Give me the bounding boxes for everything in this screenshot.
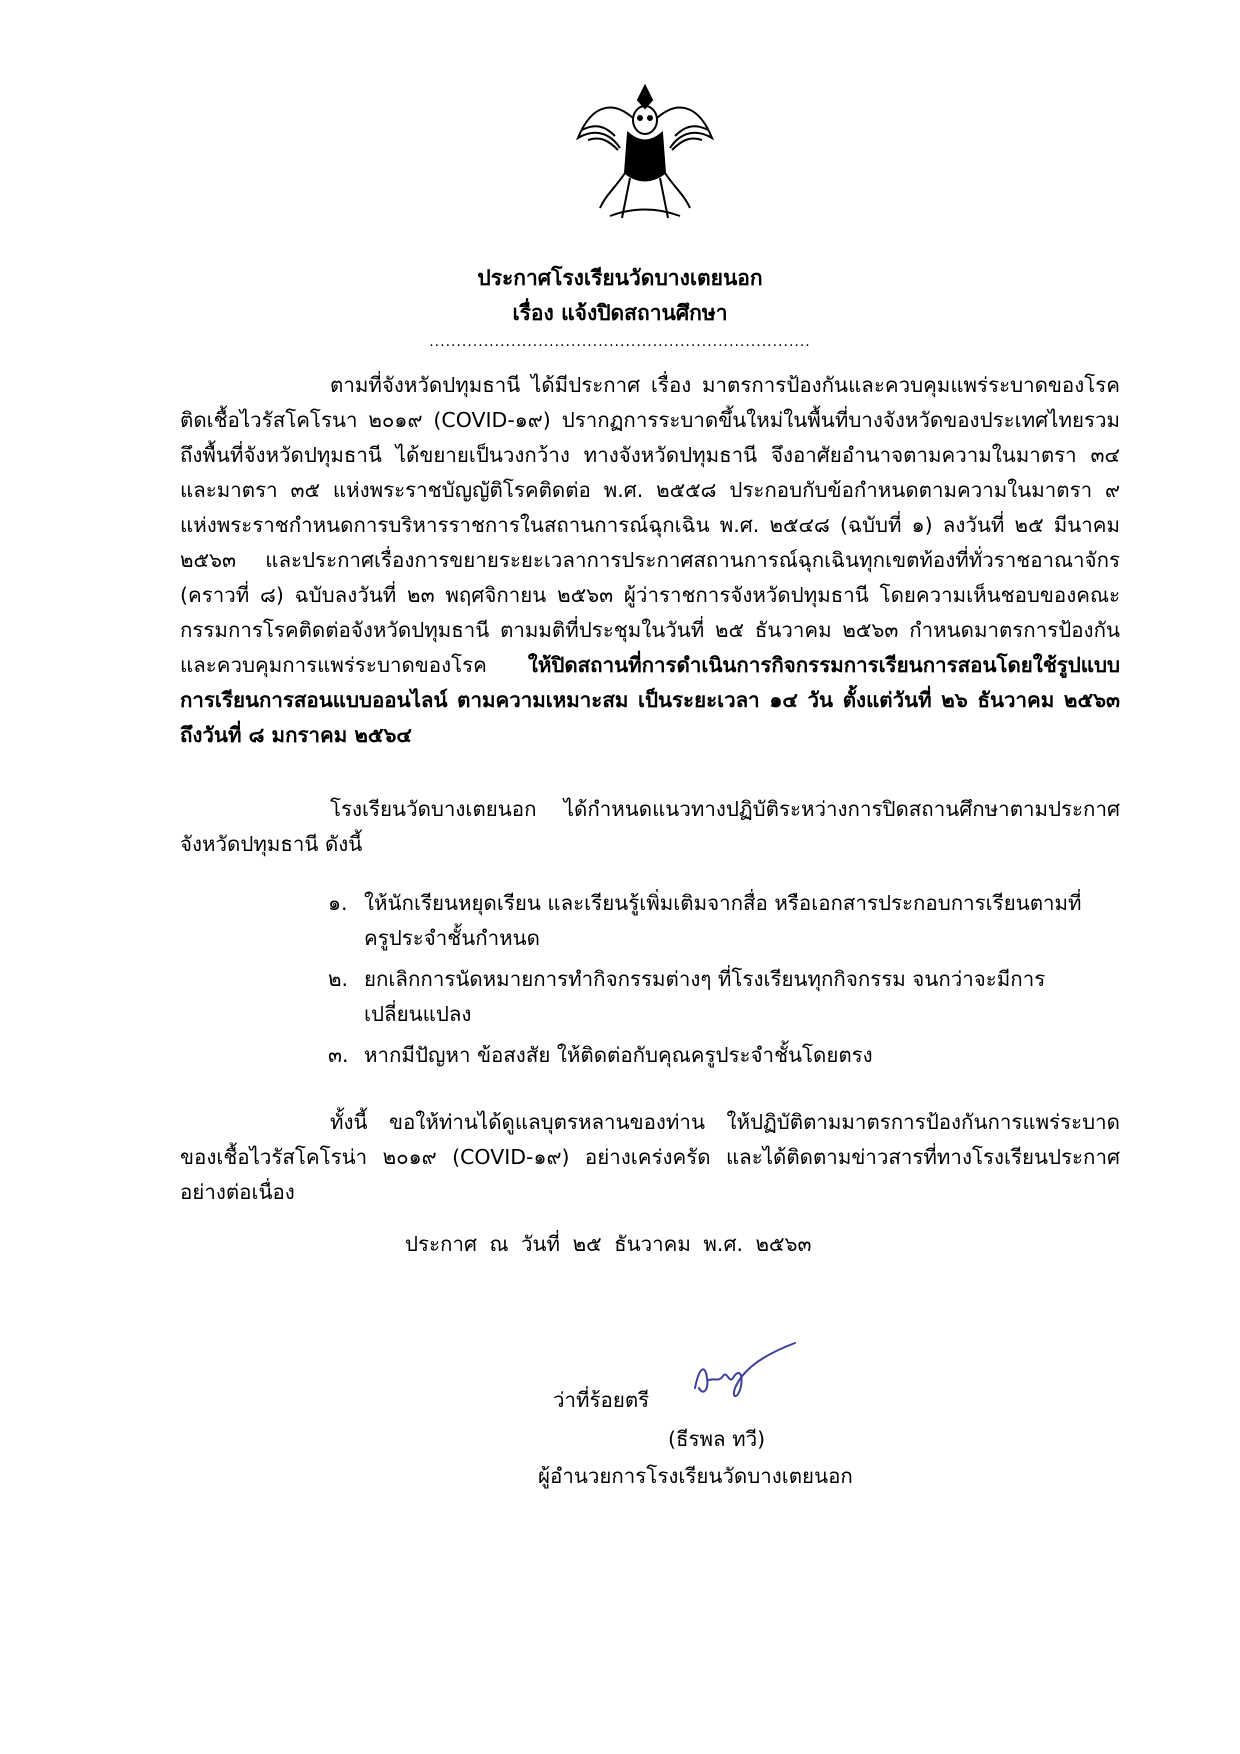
list-item-number: ๑.	[328, 891, 348, 915]
list-item-text: หากมีปัญหา ข้อสงสัย ให้ติดต่อกับคุณครูประจำชั้นโดยตรง	[364, 1043, 873, 1067]
list-item-text: ยกเลิกการนัดหมายการทำกิจกรรมต่างๆ ที่โรงเรียนทุกกิจกรรม จนกว่าจะมีการเปลี่ยนแปลง	[364, 967, 1046, 1026]
separator-line: ......................................................................	[429, 334, 811, 350]
list-item-text: ให้นักเรียนหยุดเรียน และเรียนรู้เพิ่มเติมจากสื่อ หรือเอกสารประกอบการเรียนตามที่ครูประจำชั้นกำหนด	[364, 891, 1082, 950]
announcement-subject: เรื่อง แจ้งปิดสถานศึกษา	[512, 301, 728, 325]
paragraph-2: โรงเรียนวัดบางเตยนอก ได้กำหนดแนวทางปฏิบัติระหว่างการปิดสถานศึกษาตามประกาศจังหวัดปทุมธานี ดังนี้	[180, 797, 1120, 856]
handwritten-signature-icon	[685, 1338, 805, 1408]
announcement-title: ประกาศโรงเรียนวัดบางเตยนอก	[477, 266, 763, 290]
paragraph-1-bold-text: ให้ปิดสถานที่การดำเนินการกิจกรรมการเรียนการสอนโดยใช้รูปแบบการเรียนการสอนแบบออนไลน์ ตามความเหมาะสม เป็นระยะเวลา ๑๔ วัน ตั้งแต่วันที่ ๒๖ ธันวาคม ๒๕๖๓ ถึงวันที่ ๘ มกราคม ๒๕๖๔	[180, 653, 1120, 747]
guideline-list	[328, 886, 1088, 1079]
announcement-date: ประกาศ ณ วันที่ ๒๕ ธันวาคม พ.ศ. ๒๕๖๓	[405, 1232, 812, 1256]
list-item-number: ๓.	[328, 1043, 349, 1067]
list-item	[328, 886, 1088, 956]
signatory-rank: ว่าที่ร้อยตรี	[553, 1388, 650, 1412]
signatory-name: (ธีรพล ทวี)	[668, 1427, 766, 1451]
paragraph-3: ทั้งนี้ ขอให้ท่านได้ดูแลบุตรหลานของท่าน ให้ปฏิบัติตามมาตรการป้องกันการแพร่ระบาดของเชื้อไวรัสโคโรน่า ๒๐๑๙ (COVID-๑๙) อย่างเคร่งครัด และได้ติดตามข่าวสารที่ทางโรงเรียนประกาศอย่างต่อเนื่อง	[180, 1110, 1120, 1204]
paragraph-1	[180, 368, 1120, 753]
list-item	[328, 1038, 1088, 1073]
signatory-position: ผู้อำนวยการโรงเรียนวัดบางเตยนอก	[538, 1464, 853, 1488]
list-item-number: ๒.	[328, 967, 349, 991]
list-item	[328, 962, 1088, 1032]
paragraph-1-text: ตามที่จังหวัดปทุมธานี ได้มีประกาศ เรื่อง มาตรการป้องกันและควบคุมแพร่ระบาดของโรคติดเชื้อไวรัสโคโรนา ๒๐๑๙ (COVID-๑๙) ปรากฏการระบาดขึ้นใหม่ในพื้นที่บางจังหวัดของประเทศไทยรวมถึงพื้นที่จังหวัดปทุมธานี ได้ขยายเป็นวงกว้าง ทางจังหวัดปทุมธานี จึงอาศัยอำนาจตามความในมาตรา ๓๔ และมาตรา ๓๕ แห่งพระราชบัญญัติโรคติดต่อ พ.ศ. ๒๕๕๘ ประกอบกับข้อกำหนดตามความในมาตรา ๙ แห่งพระราชกำหนดการบริหารราชการในสถานการณ์ฉุกเฉิน พ.ศ. ๒๕๔๘ (ฉบับที่ ๑) ลงวันที่ ๒๕ มีนาคม ๒๕๖๓ และประกาศเรื่องการขยายระยะเวลาการประกาศสถานการณ์ฉุกเฉินทุกเขตท้องที่ทั่วราชอาณาจักร (คราวที่ ๘) ฉบับลงวันที่ ๒๓ พฤศจิกายน ๒๕๖๓ ผู้ว่าราชการจังหวัดปทุมธานี โดยความเห็นชอบของคณะกรรมการโรคติดต่อจังหวัดปทุมธานี ตามมติที่ประชุมในวันที่ ๒๕ ธันวาคม ๒๕๖๓ กำหนดมาตรการป้องกันและควบคุมการแพร่ระบาดของโรค	[180, 373, 1120, 677]
garuda-emblem-icon	[570, 78, 720, 228]
